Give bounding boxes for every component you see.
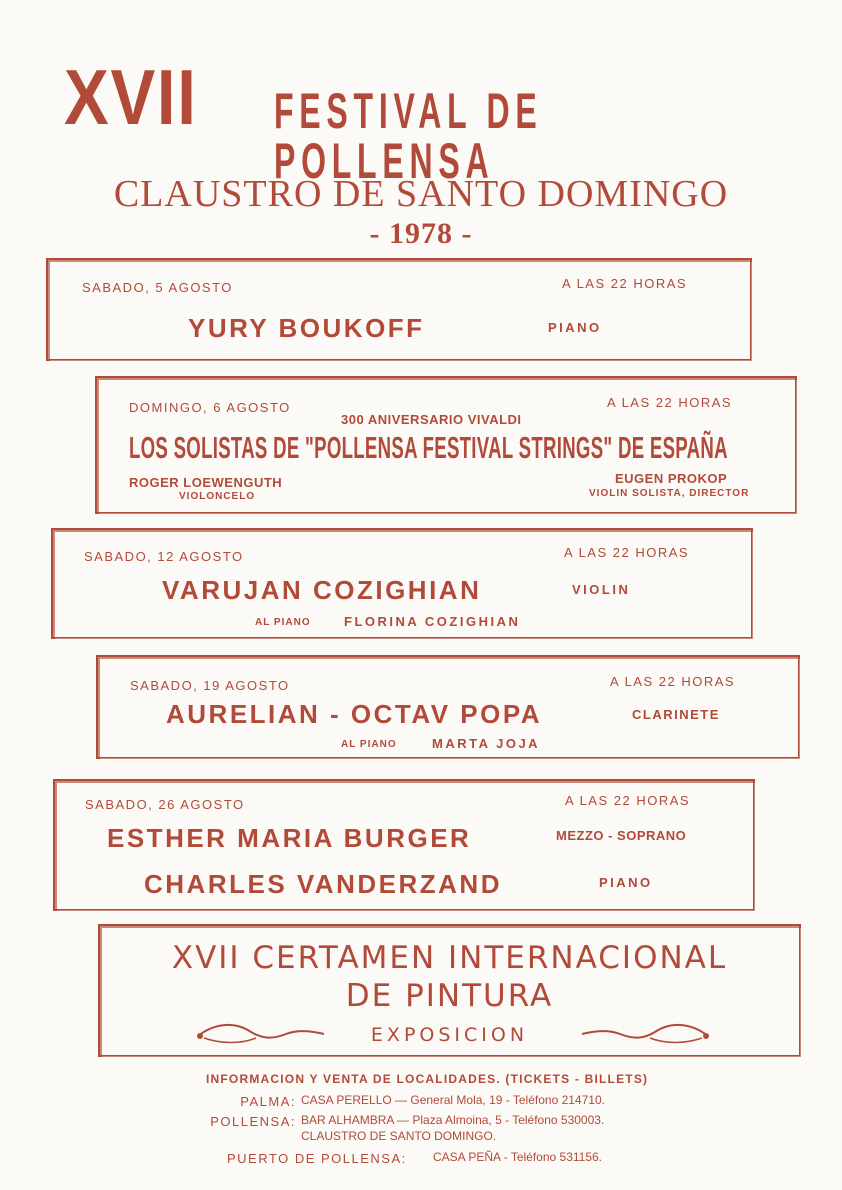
concert-time: A LAS 22 HORAS <box>565 793 691 808</box>
concert-subtitle: 300 ANIVERSARIO VIVALDI <box>341 412 522 427</box>
performer-instrument: VIOLIN <box>572 582 631 597</box>
performer-name-2: CHARLES VANDERZAND <box>144 869 502 899</box>
festival-title: FESTIVAL DE POLLENSA <box>274 83 543 189</box>
certamen-subtitle: DE PINTURA <box>345 978 554 1014</box>
performer-name: AURELIAN - OCTAV POPA <box>166 699 543 729</box>
concert-time: A LAS 22 HORAS <box>607 395 733 410</box>
info-puerto-text: CASA PEÑA - Teléfono 531156. <box>433 1150 603 1164</box>
concert-time: A LAS 22 HORAS <box>564 545 690 560</box>
concert-box-4 <box>96 655 800 759</box>
info-palma-text: CASA PERELLO — General Mola, 19 - Teléfono 214710. <box>301 1093 605 1107</box>
performer-name: VARUJAN COZIGHIAN <box>162 575 482 605</box>
performer-name: ESTHER MARIA BURGER <box>107 823 472 853</box>
performer-instrument: PIANO <box>548 320 602 335</box>
festival-edition-numeral: XVII <box>64 53 198 141</box>
performer-name: LOS SOLISTAS DE "POLLENSA FESTIVAL STRINGS" DE ESPAÑA <box>129 430 728 465</box>
venue-title: CLAUSTRO DE SANTO DOMINGO <box>113 173 729 215</box>
soloist-left-role: VIOLONCELO <box>179 491 256 502</box>
accompanist-name: MARTA JOJA <box>432 736 541 751</box>
concert-time: A LAS 22 HORAS <box>610 674 736 689</box>
ornament-flourish-left <box>196 1018 328 1046</box>
concert-date: SABADO, 19 AGOSTO <box>130 678 290 693</box>
accompanist-name: FLORINA COZIGHIAN <box>344 614 521 629</box>
concert-box-2 <box>95 376 797 514</box>
certamen-exposicion: EXPOSICION <box>370 1024 529 1046</box>
info-pollensa-text-2: CLAUSTRO DE SANTO DOMINGO. <box>301 1129 497 1143</box>
performer-instrument-2: PIANO <box>599 875 653 890</box>
info-pollensa-text: BAR ALHAMBRA — Plaza Almoina, 5 - Teléfono 530003. <box>301 1113 605 1127</box>
concert-time: A LAS 22 HORAS <box>562 276 688 291</box>
festival-year: - 1978 - <box>369 217 473 250</box>
info-heading: INFORMACION Y VENTA DE LOCALIDADES. (TICKETS - BILLETS) <box>206 1072 649 1086</box>
accompanist-label: AL PIANO <box>255 617 311 628</box>
soloist-left-name: ROGER LOEWENGUTH <box>129 475 283 490</box>
concert-box-1 <box>46 258 752 361</box>
concert-date: SABADO, 5 AGOSTO <box>82 280 233 295</box>
concert-box-5 <box>53 779 755 911</box>
performer-name: YURY BOUKOFF <box>188 313 425 343</box>
accompanist-label: AL PIANO <box>341 739 397 750</box>
info-puerto-label: PUERTO DE POLLENSA: <box>227 1151 407 1166</box>
concert-date: DOMINGO, 6 AGOSTO <box>129 400 291 415</box>
info-palma-label: PALMA: <box>240 1094 296 1109</box>
soloist-right-name: EUGEN PROKOP <box>615 471 728 486</box>
ornament-flourish-right <box>578 1018 710 1046</box>
performer-instrument: MEZZO - SOPRANO <box>556 828 687 843</box>
certamen-title: XVII CERTAMEN INTERNACIONAL <box>171 940 728 976</box>
soloist-right-role: VIOLIN SOLISTA, DIRECTOR <box>589 488 750 499</box>
concert-box-3 <box>51 528 753 639</box>
performer-instrument: CLARINETE <box>632 707 720 722</box>
concert-date: SABADO, 26 AGOSTO <box>85 797 245 812</box>
info-pollensa-label: POLLENSA: <box>210 1114 296 1129</box>
concert-date: SABADO, 12 AGOSTO <box>84 549 244 564</box>
